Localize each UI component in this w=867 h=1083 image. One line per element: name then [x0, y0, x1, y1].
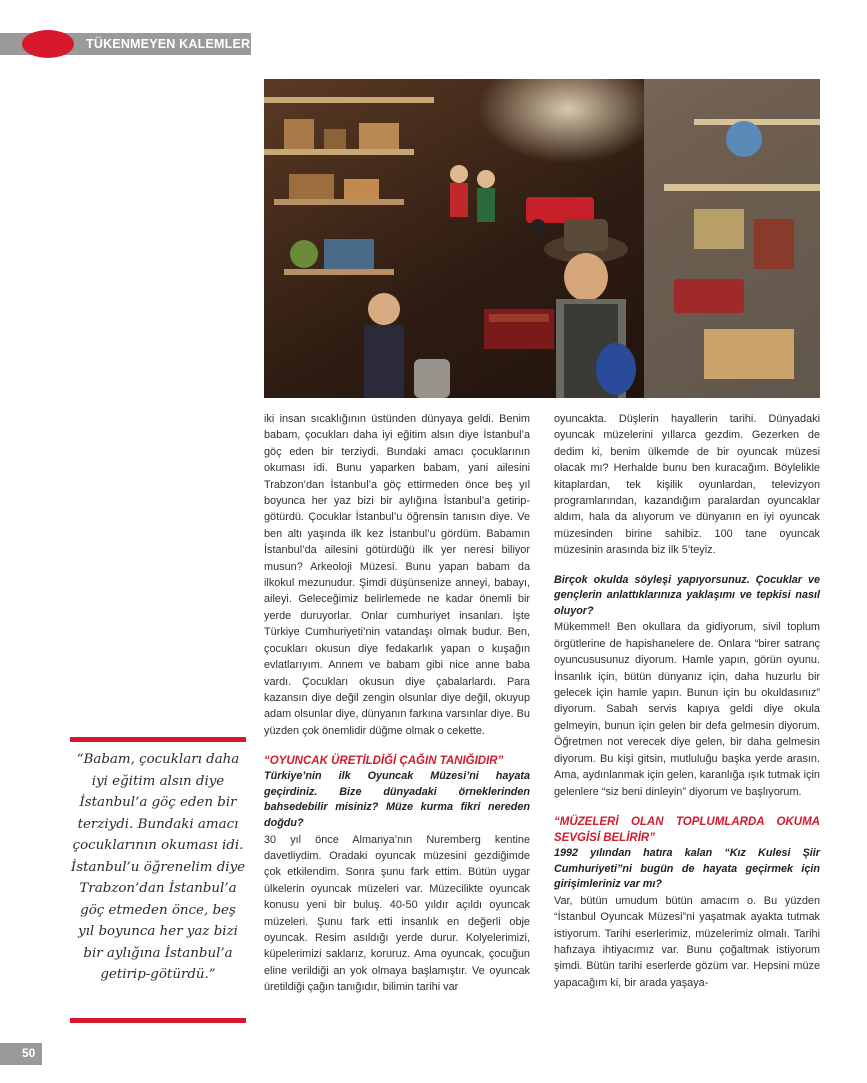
page-number: 50	[22, 1046, 36, 1060]
column1-paragraph-2: 30 yıl önce Almanya’nın Nuremberg kentine davetliydim. Oradaki oyuncak müzesini gezdiğimde çok etkilendim. Sonra şunu fark ettim. Bütün uygar ülkelerin oyuncak müzeleri var. Müzecilikte oyuncak konusu yeni bir buluş. 40-50 yıldır açıldı oyuncak müzeleri. Şunu fark etti insanlık en değerli obje oyuncak. Resim asıldığı yerde durur. Kolyelerimizi, küpelerimizi saklarız, koruruz. Ama oyuncak, çocuğun eline verildiği an yok olmaya başlamıştır. Ve oyuncak üretildiği çağın tanığıdır, bilimin tarihi var	[264, 833, 530, 994]
toy-museum-photo-illustration	[264, 79, 820, 398]
column2-question-2: 1992 yılından hatıra kalan “Kız Kulesi Şiir Cumhuriyeti”ni bugün de hayata geçirmek için girişimleriniz var mı?	[554, 846, 820, 891]
column1-question: Türkiye’nin ilk Oyuncak Müzesi’ni hayata geçirdiniz. Bize dünyadaki örneklerinden bahsedebilir misiniz? Müze kurma fikri nereden doğdu?	[264, 770, 530, 829]
column2-paragraph-2: Mükemmel! Ben okullara da gidiyorum, sivil toplum örgütlerine de hapishanelere de. Onlara “birer satranç oyuncususunuz diyorum. Hamle yapın, görün oyunu. İnsanlık için, bütün dünyanız için, daha huzurlu bir gelecek için hamle yapın. Bunun için bu okuldasınız” diyorum. Sabah servis kapıya geldi diye okula gelmeyin, bunun için gelen bir defa gelmesin diyorum. Öğretmen not verecek diye gelen, bir daha gelmesin diyorum. Bu kişi gitsin, mutluluğu başka yerde arasın. Ama, aydınlanmak için gelen, karanlığa ışık tutmak için gelenlere “siz beni dinleyin” diyorum ve başlıyorum.	[554, 621, 820, 798]
column1-paragraph-1: iki insan sıcaklığının üstünden dünyaya geldi. Benim babam, çocukları daha iyi eğitim alsın diye İstanbul’a göç eden bir terziydi. Bundaki amacı çocuklarının okuması idi. Bunu yaparken babam, yani ailesini Trabzon’dan İstanbul’a göç ettirmeden önce beş yıl boyunca her yaz bizi bir aylığına İstanbul’a getirip-götürdü. Çocuklar İstanbul’u öğrensin tanısın diye. Ve ben altı yaşında ilk kez İstanbul’u gördüm. Babamın İstanbul’da ailesini götürdüğü ilk yer neresi biliyor musun? Arkeoloji Müzesi. Bunu yapan babam da ilkokul mezunudur. Şimdi düşünsenize anneyi, babayı, aileyi. Geleceğimiz belirlemede ne kadar önemli bir yerde duruyorlar. Onlar cumhuriyet insanları. İşte Türkiye Cumhuriyeti’nin vatandaşı olmak budur. Ben, çocukları okusun diye fedakarlık yapan o kuşağın evlatlarıyım. Annem ve babam gibi nice anne baba vardı. Çocukları okusun diye çabalarlardı. Para kazansın diye değil zengin olsunlar diye değil, okuyup adam olsunlar diye, dünyanın farkına varsınlar diye. Bu yüzden çok önemlidir düğme olmak o cekette.	[264, 413, 530, 737]
column2-paragraph-3: Var, bütün umudum bütün amacım o. Bu yüzden “İstanbul Oyuncak Müzesi”ni yaşatmak ayakta tutmak istiyorum. Tarihi eserlerimiz, müzelerimiz olmalı. Tarihi hafızaya ihtiyacımız var. Bunu çoğaltmak istiyorum şimdi. Bütün tarihi eserlerde gözüm var. Hepsini müze yapacağım ki, bir arada yaşaya-	[554, 894, 820, 989]
article-column-1	[264, 411, 530, 996]
section-title: TÜKENMEYEN KALEMLER	[86, 37, 251, 51]
section-header-dot	[22, 30, 74, 58]
pull-quote-top-rule	[70, 737, 246, 742]
column2-question-1: Birçok okulda söyleşi yapıyorsunuz. Çocuklar ve gençlerin anlattıklarınıza yaklaşımı ve tepkisi nasıl oluyor?	[554, 573, 820, 617]
column2-paragraph-1: oyuncakta. Düşlerin hayallerin tarihi. Dünyadaki oyuncak müzelerini yıllarca gezdim. Gezerken de dedim ki, benim ülkemde de bir oyuncak müzesi olacak mı? Herhalde bunu ben kuracağım. Böylelikle kitaplardan, tek kişilik oyunlardan, televizyon programlarından, kazandığım paralardan oyuncaklar aldım, hala da alıyorum ve dünyanın en iyi oyuncak müzesinden birine sahibiz. 100 tane oyuncak müzesinin arasında biz ilk 5’teyiz.	[554, 413, 820, 557]
column2-section-heading: “MÜZELERİ OLAN TOPLUMLARDA OKUMA SEVGİSİ BELİRİR”	[554, 815, 820, 844]
column1-section-heading: “OYUNCAK ÜRETİLDİĞİ ÇAĞIN TANIĞIDIR”	[264, 755, 504, 768]
article-column-2	[554, 411, 820, 991]
pull-quote: “Babam, çocukları daha iyi eğitim alsın diye İstanbul’a göç eden bir terziydi. Bundaki amacı çocuklarının okuması idi. İstanbul’u öğrenelim diye Trabzon’dan İstanbul’a göç etmeden önce, beş yıl boyunca her yaz bizi bir aylığına İstanbul’a getirip-götürdü.”	[70, 752, 246, 982]
pull-quote-bottom-rule	[70, 1018, 246, 1023]
page-number-tab	[0, 1043, 42, 1065]
toy-museum-photo	[264, 79, 820, 398]
